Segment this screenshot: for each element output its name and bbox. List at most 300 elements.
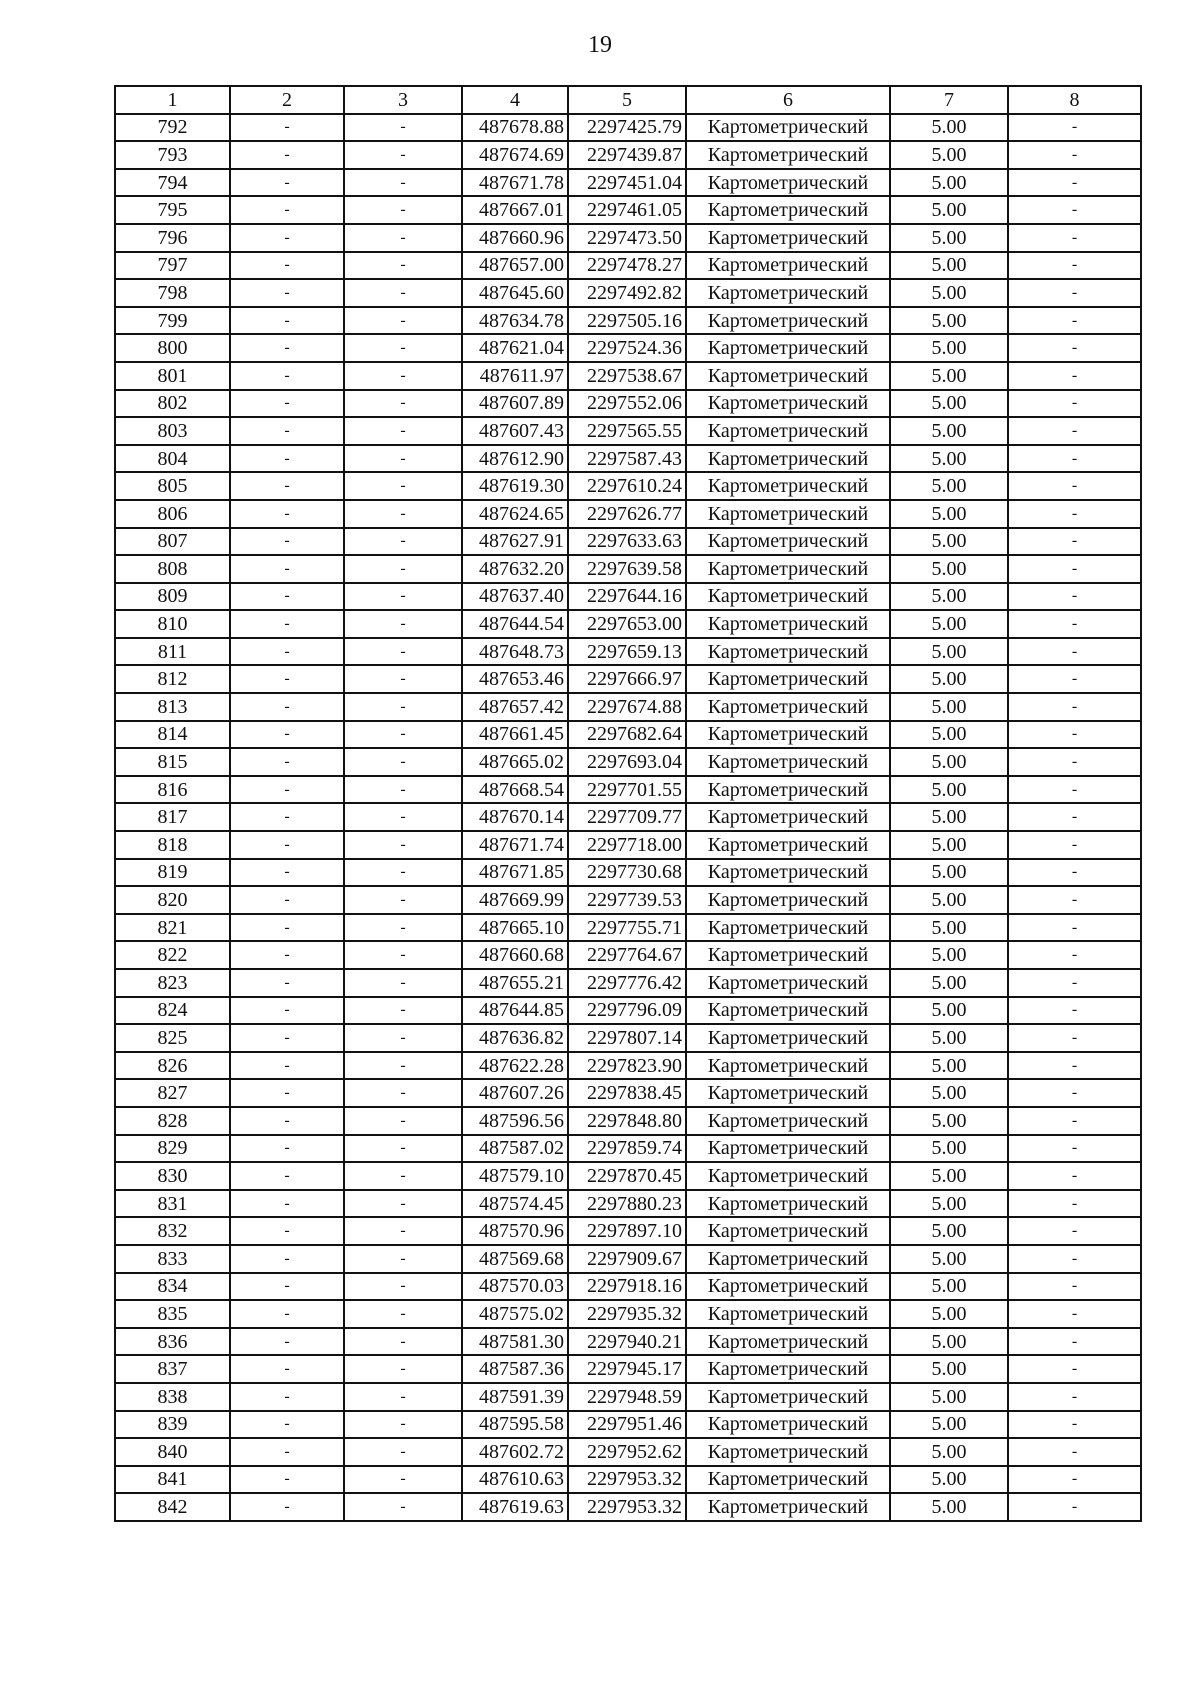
accuracy-cell: 5.00 bbox=[890, 555, 1008, 583]
point-number-cell: 818 bbox=[115, 831, 230, 859]
method-cell: Картометрический bbox=[686, 307, 890, 335]
col2-cell: - bbox=[230, 610, 344, 638]
table-row bbox=[115, 196, 1141, 224]
y-coordinate-cell: 2297674.88 bbox=[568, 693, 686, 721]
col8-cell: - bbox=[1008, 969, 1141, 997]
x-coordinate-cell: 487657.42 bbox=[462, 693, 568, 721]
col8-cell: - bbox=[1008, 445, 1141, 473]
x-coordinate-cell: 487665.10 bbox=[462, 914, 568, 942]
col2-cell: - bbox=[230, 1079, 344, 1107]
x-coordinate-cell: 487653.46 bbox=[462, 665, 568, 693]
point-number-cell: 837 bbox=[115, 1355, 230, 1383]
x-coordinate-cell: 487569.68 bbox=[462, 1245, 568, 1273]
method-cell: Картометрический bbox=[686, 665, 890, 693]
y-coordinate-cell: 2297451.04 bbox=[568, 169, 686, 197]
x-coordinate-cell: 487619.63 bbox=[462, 1493, 568, 1521]
col2-cell: - bbox=[230, 1383, 344, 1411]
col2-cell: - bbox=[230, 252, 344, 280]
x-coordinate-cell: 487570.96 bbox=[462, 1217, 568, 1245]
col2-cell: - bbox=[230, 997, 344, 1025]
y-coordinate-cell: 2297848.80 bbox=[568, 1107, 686, 1135]
table-row bbox=[115, 1052, 1141, 1080]
accuracy-cell: 5.00 bbox=[890, 334, 1008, 362]
table-row bbox=[115, 390, 1141, 418]
y-coordinate-cell: 2297909.67 bbox=[568, 1245, 686, 1273]
table-row bbox=[115, 472, 1141, 500]
method-cell: Картометрический bbox=[686, 831, 890, 859]
accuracy-cell: 5.00 bbox=[890, 914, 1008, 942]
point-number-cell: 842 bbox=[115, 1493, 230, 1521]
col8-cell: - bbox=[1008, 583, 1141, 611]
method-cell: Картометрический bbox=[686, 445, 890, 473]
y-coordinate-cell: 2297626.77 bbox=[568, 500, 686, 528]
table-row bbox=[115, 1493, 1141, 1521]
table-row bbox=[115, 1217, 1141, 1245]
y-coordinate-cell: 2297659.13 bbox=[568, 638, 686, 666]
col3-cell: - bbox=[344, 1300, 462, 1328]
point-number-cell: 838 bbox=[115, 1383, 230, 1411]
accuracy-cell: 5.00 bbox=[890, 1052, 1008, 1080]
table-row bbox=[115, 1328, 1141, 1356]
col3-cell: - bbox=[344, 1024, 462, 1052]
method-cell: Картометрический bbox=[686, 693, 890, 721]
point-number-cell: 825 bbox=[115, 1024, 230, 1052]
accuracy-cell: 5.00 bbox=[890, 196, 1008, 224]
col8-cell: - bbox=[1008, 1328, 1141, 1356]
point-number-cell: 841 bbox=[115, 1466, 230, 1494]
col8-cell: - bbox=[1008, 1355, 1141, 1383]
col2-cell: - bbox=[230, 721, 344, 749]
table-row bbox=[115, 1190, 1141, 1218]
table-row bbox=[115, 997, 1141, 1025]
table-row bbox=[115, 1245, 1141, 1273]
method-cell: Картометрический bbox=[686, 114, 890, 142]
accuracy-cell: 5.00 bbox=[890, 1411, 1008, 1439]
col2-cell: - bbox=[230, 969, 344, 997]
y-coordinate-cell: 2297718.00 bbox=[568, 831, 686, 859]
col3-cell: - bbox=[344, 803, 462, 831]
col3-cell: - bbox=[344, 1273, 462, 1301]
accuracy-cell: 5.00 bbox=[890, 1328, 1008, 1356]
point-number-cell: 830 bbox=[115, 1162, 230, 1190]
accuracy-cell: 5.00 bbox=[890, 941, 1008, 969]
col8-cell: - bbox=[1008, 721, 1141, 749]
y-coordinate-cell: 2297693.04 bbox=[568, 748, 686, 776]
col8-cell: - bbox=[1008, 914, 1141, 942]
table-row bbox=[115, 859, 1141, 887]
x-coordinate-cell: 487669.99 bbox=[462, 886, 568, 914]
x-coordinate-cell: 487619.30 bbox=[462, 472, 568, 500]
col8-cell: - bbox=[1008, 1300, 1141, 1328]
x-coordinate-cell: 487674.69 bbox=[462, 141, 568, 169]
method-cell: Картометрический bbox=[686, 390, 890, 418]
col3-cell: - bbox=[344, 1052, 462, 1080]
accuracy-cell: 5.00 bbox=[890, 1355, 1008, 1383]
method-cell: Картометрический bbox=[686, 1466, 890, 1494]
col3-cell: - bbox=[344, 638, 462, 666]
col8-cell: - bbox=[1008, 472, 1141, 500]
y-coordinate-cell: 2297776.42 bbox=[568, 969, 686, 997]
col8-cell: - bbox=[1008, 941, 1141, 969]
accuracy-cell: 5.00 bbox=[890, 610, 1008, 638]
method-cell: Картометрический bbox=[686, 1438, 890, 1466]
accuracy-cell: 5.00 bbox=[890, 169, 1008, 197]
x-coordinate-cell: 487661.45 bbox=[462, 721, 568, 749]
y-coordinate-cell: 2297880.23 bbox=[568, 1190, 686, 1218]
col8-cell: - bbox=[1008, 224, 1141, 252]
col3-cell: - bbox=[344, 390, 462, 418]
col3-cell: - bbox=[344, 1493, 462, 1521]
point-number-cell: 840 bbox=[115, 1438, 230, 1466]
col2-cell: - bbox=[230, 528, 344, 556]
col2-cell: - bbox=[230, 334, 344, 362]
point-number-cell: 805 bbox=[115, 472, 230, 500]
method-cell: Картометрический bbox=[686, 583, 890, 611]
y-coordinate-cell: 2297439.87 bbox=[568, 141, 686, 169]
col8-cell: - bbox=[1008, 169, 1141, 197]
col8-cell: - bbox=[1008, 141, 1141, 169]
y-coordinate-cell: 2297552.06 bbox=[568, 390, 686, 418]
col2-cell: - bbox=[230, 555, 344, 583]
x-coordinate-cell: 487678.88 bbox=[462, 114, 568, 142]
x-coordinate-cell: 487574.45 bbox=[462, 1190, 568, 1218]
col3-cell: - bbox=[344, 528, 462, 556]
accuracy-cell: 5.00 bbox=[890, 252, 1008, 280]
col8-cell: - bbox=[1008, 638, 1141, 666]
y-coordinate-cell: 2297948.59 bbox=[568, 1383, 686, 1411]
col2-cell: - bbox=[230, 1493, 344, 1521]
col2-cell: - bbox=[230, 693, 344, 721]
col8-cell: - bbox=[1008, 334, 1141, 362]
method-cell: Картометрический bbox=[686, 997, 890, 1025]
col2-cell: - bbox=[230, 362, 344, 390]
table-row bbox=[115, 941, 1141, 969]
col8-cell: - bbox=[1008, 1466, 1141, 1494]
page-number: 19 bbox=[588, 32, 612, 58]
method-cell: Картометрический bbox=[686, 859, 890, 887]
y-coordinate-cell: 2297524.36 bbox=[568, 334, 686, 362]
x-coordinate-cell: 487612.90 bbox=[462, 445, 568, 473]
col3-cell: - bbox=[344, 831, 462, 859]
point-number-cell: 810 bbox=[115, 610, 230, 638]
col8-cell: - bbox=[1008, 748, 1141, 776]
col3-cell: - bbox=[344, 445, 462, 473]
x-coordinate-cell: 487621.04 bbox=[462, 334, 568, 362]
x-coordinate-cell: 487671.85 bbox=[462, 859, 568, 887]
point-number-cell: 804 bbox=[115, 445, 230, 473]
col2-cell: - bbox=[230, 1245, 344, 1273]
y-coordinate-cell: 2297807.14 bbox=[568, 1024, 686, 1052]
col8-cell: - bbox=[1008, 528, 1141, 556]
x-coordinate-cell: 487581.30 bbox=[462, 1328, 568, 1356]
col8-cell: - bbox=[1008, 831, 1141, 859]
x-coordinate-cell: 487575.02 bbox=[462, 1300, 568, 1328]
col2-cell: - bbox=[230, 307, 344, 335]
y-coordinate-cell: 2297859.74 bbox=[568, 1135, 686, 1163]
point-number-cell: 809 bbox=[115, 583, 230, 611]
point-number-cell: 797 bbox=[115, 252, 230, 280]
x-coordinate-cell: 487644.85 bbox=[462, 997, 568, 1025]
table-row bbox=[115, 638, 1141, 666]
col2-cell: - bbox=[230, 1217, 344, 1245]
col3-cell: - bbox=[344, 941, 462, 969]
table-row bbox=[115, 500, 1141, 528]
accuracy-cell: 5.00 bbox=[890, 831, 1008, 859]
accuracy-cell: 5.00 bbox=[890, 693, 1008, 721]
table-row bbox=[115, 721, 1141, 749]
col2-cell: - bbox=[230, 472, 344, 500]
y-coordinate-cell: 2297653.00 bbox=[568, 610, 686, 638]
point-number-cell: 803 bbox=[115, 417, 230, 445]
table-row bbox=[115, 114, 1141, 142]
col3-cell: - bbox=[344, 141, 462, 169]
method-cell: Картометрический bbox=[686, 1355, 890, 1383]
y-coordinate-cell: 2297953.32 bbox=[568, 1493, 686, 1521]
x-coordinate-cell: 487610.63 bbox=[462, 1466, 568, 1494]
table-row bbox=[115, 362, 1141, 390]
y-coordinate-cell: 2297838.45 bbox=[568, 1079, 686, 1107]
accuracy-cell: 5.00 bbox=[890, 1273, 1008, 1301]
col3-cell: - bbox=[344, 693, 462, 721]
point-number-cell: 807 bbox=[115, 528, 230, 556]
point-number-cell: 808 bbox=[115, 555, 230, 583]
col2-cell: - bbox=[230, 1355, 344, 1383]
y-coordinate-cell: 2297587.43 bbox=[568, 445, 686, 473]
method-cell: Картометрический bbox=[686, 1411, 890, 1439]
accuracy-cell: 5.00 bbox=[890, 390, 1008, 418]
method-cell: Картометрический bbox=[686, 1245, 890, 1273]
col2-cell: - bbox=[230, 1107, 344, 1135]
accuracy-cell: 5.00 bbox=[890, 417, 1008, 445]
col2-cell: - bbox=[230, 1438, 344, 1466]
col8-cell: - bbox=[1008, 803, 1141, 831]
point-number-cell: 794 bbox=[115, 169, 230, 197]
col8-cell: - bbox=[1008, 1079, 1141, 1107]
accuracy-cell: 5.00 bbox=[890, 776, 1008, 804]
accuracy-cell: 5.00 bbox=[890, 748, 1008, 776]
col2-cell: - bbox=[230, 638, 344, 666]
col2-cell: - bbox=[230, 196, 344, 224]
accuracy-cell: 5.00 bbox=[890, 665, 1008, 693]
accuracy-cell: 5.00 bbox=[890, 307, 1008, 335]
col8-cell: - bbox=[1008, 1383, 1141, 1411]
x-coordinate-cell: 487570.03 bbox=[462, 1273, 568, 1301]
col3-cell: - bbox=[344, 914, 462, 942]
col3-cell: - bbox=[344, 1383, 462, 1411]
table-row bbox=[115, 1411, 1141, 1439]
table-row bbox=[115, 969, 1141, 997]
point-number-cell: 795 bbox=[115, 196, 230, 224]
y-coordinate-cell: 2297945.17 bbox=[568, 1355, 686, 1383]
col8-cell: - bbox=[1008, 500, 1141, 528]
point-number-cell: 800 bbox=[115, 334, 230, 362]
point-number-cell: 832 bbox=[115, 1217, 230, 1245]
y-coordinate-cell: 2297682.64 bbox=[568, 721, 686, 749]
accuracy-cell: 5.00 bbox=[890, 1383, 1008, 1411]
method-cell: Картометрический bbox=[686, 141, 890, 169]
x-coordinate-cell: 487670.14 bbox=[462, 803, 568, 831]
point-number-cell: 821 bbox=[115, 914, 230, 942]
accuracy-cell: 5.00 bbox=[890, 1162, 1008, 1190]
table-row bbox=[115, 583, 1141, 611]
col8-cell: - bbox=[1008, 886, 1141, 914]
accuracy-cell: 5.00 bbox=[890, 1245, 1008, 1273]
point-number-cell: 835 bbox=[115, 1300, 230, 1328]
accuracy-cell: 5.00 bbox=[890, 114, 1008, 142]
point-number-cell: 793 bbox=[115, 141, 230, 169]
col2-cell: - bbox=[230, 1411, 344, 1439]
col2-cell: - bbox=[230, 1024, 344, 1052]
col8-cell: - bbox=[1008, 1024, 1141, 1052]
y-coordinate-cell: 2297492.82 bbox=[568, 279, 686, 307]
x-coordinate-cell: 487579.10 bbox=[462, 1162, 568, 1190]
table-row bbox=[115, 252, 1141, 280]
y-coordinate-cell: 2297953.32 bbox=[568, 1466, 686, 1494]
accuracy-cell: 5.00 bbox=[890, 859, 1008, 887]
method-cell: Картометрический bbox=[686, 638, 890, 666]
column-header: 3 bbox=[344, 86, 462, 114]
y-coordinate-cell: 2297425.79 bbox=[568, 114, 686, 142]
method-cell: Картометрический bbox=[686, 721, 890, 749]
table-row bbox=[115, 1107, 1141, 1135]
table-row bbox=[115, 169, 1141, 197]
col3-cell: - bbox=[344, 1079, 462, 1107]
y-coordinate-cell: 2297764.67 bbox=[568, 941, 686, 969]
col3-cell: - bbox=[344, 500, 462, 528]
x-coordinate-cell: 487655.21 bbox=[462, 969, 568, 997]
table-row bbox=[115, 886, 1141, 914]
x-coordinate-cell: 487602.72 bbox=[462, 1438, 568, 1466]
col8-cell: - bbox=[1008, 776, 1141, 804]
accuracy-cell: 5.00 bbox=[890, 224, 1008, 252]
col8-cell: - bbox=[1008, 997, 1141, 1025]
table-row bbox=[115, 334, 1141, 362]
table-row bbox=[115, 1273, 1141, 1301]
col2-cell: - bbox=[230, 1300, 344, 1328]
col8-cell: - bbox=[1008, 1245, 1141, 1273]
col3-cell: - bbox=[344, 997, 462, 1025]
method-cell: Картометрический bbox=[686, 610, 890, 638]
method-cell: Картометрический bbox=[686, 803, 890, 831]
point-number-cell: 817 bbox=[115, 803, 230, 831]
accuracy-cell: 5.00 bbox=[890, 500, 1008, 528]
method-cell: Картометрический bbox=[686, 1273, 890, 1301]
col8-cell: - bbox=[1008, 1190, 1141, 1218]
method-cell: Картометрический bbox=[686, 886, 890, 914]
table-body bbox=[115, 114, 1141, 1521]
table-row bbox=[115, 1162, 1141, 1190]
method-cell: Картометрический bbox=[686, 1383, 890, 1411]
accuracy-cell: 5.00 bbox=[890, 1079, 1008, 1107]
method-cell: Картометрический bbox=[686, 748, 890, 776]
table-row bbox=[115, 748, 1141, 776]
point-number-cell: 824 bbox=[115, 997, 230, 1025]
column-header: 6 bbox=[686, 86, 890, 114]
col2-cell: - bbox=[230, 776, 344, 804]
table-row bbox=[115, 1438, 1141, 1466]
point-number-cell: 826 bbox=[115, 1052, 230, 1080]
col3-cell: - bbox=[344, 1190, 462, 1218]
x-coordinate-cell: 487634.78 bbox=[462, 307, 568, 335]
col2-cell: - bbox=[230, 279, 344, 307]
accuracy-cell: 5.00 bbox=[890, 721, 1008, 749]
table-row bbox=[115, 831, 1141, 859]
table-row bbox=[115, 610, 1141, 638]
table-row bbox=[115, 1355, 1141, 1383]
column-header: 5 bbox=[568, 86, 686, 114]
x-coordinate-cell: 487607.43 bbox=[462, 417, 568, 445]
x-coordinate-cell: 487671.78 bbox=[462, 169, 568, 197]
method-cell: Картометрический bbox=[686, 914, 890, 942]
col3-cell: - bbox=[344, 224, 462, 252]
col2-cell: - bbox=[230, 500, 344, 528]
accuracy-cell: 5.00 bbox=[890, 445, 1008, 473]
accuracy-cell: 5.00 bbox=[890, 1217, 1008, 1245]
x-coordinate-cell: 487660.96 bbox=[462, 224, 568, 252]
table-row bbox=[115, 555, 1141, 583]
point-number-cell: 836 bbox=[115, 1328, 230, 1356]
accuracy-cell: 5.00 bbox=[890, 472, 1008, 500]
method-cell: Картометрический bbox=[686, 1024, 890, 1052]
accuracy-cell: 5.00 bbox=[890, 638, 1008, 666]
accuracy-cell: 5.00 bbox=[890, 1466, 1008, 1494]
accuracy-cell: 5.00 bbox=[890, 1493, 1008, 1521]
table-row bbox=[115, 224, 1141, 252]
col3-cell: - bbox=[344, 665, 462, 693]
col2-cell: - bbox=[230, 748, 344, 776]
col8-cell: - bbox=[1008, 555, 1141, 583]
table-row bbox=[115, 914, 1141, 942]
x-coordinate-cell: 487622.28 bbox=[462, 1052, 568, 1080]
col2-cell: - bbox=[230, 886, 344, 914]
col8-cell: - bbox=[1008, 1162, 1141, 1190]
col3-cell: - bbox=[344, 334, 462, 362]
column-header: 8 bbox=[1008, 86, 1141, 114]
col2-cell: - bbox=[230, 859, 344, 887]
method-cell: Картометрический bbox=[686, 1162, 890, 1190]
method-cell: Картометрический bbox=[686, 941, 890, 969]
col3-cell: - bbox=[344, 114, 462, 142]
method-cell: Картометрический bbox=[686, 362, 890, 390]
col8-cell: - bbox=[1008, 1052, 1141, 1080]
point-number-cell: 828 bbox=[115, 1107, 230, 1135]
method-cell: Картометрический bbox=[686, 1328, 890, 1356]
col2-cell: - bbox=[230, 1328, 344, 1356]
method-cell: Картометрический bbox=[686, 555, 890, 583]
accuracy-cell: 5.00 bbox=[890, 803, 1008, 831]
x-coordinate-cell: 487607.89 bbox=[462, 390, 568, 418]
col8-cell: - bbox=[1008, 279, 1141, 307]
col2-cell: - bbox=[230, 1190, 344, 1218]
x-coordinate-cell: 487587.02 bbox=[462, 1135, 568, 1163]
method-cell: Картометрический bbox=[686, 472, 890, 500]
point-number-cell: 823 bbox=[115, 969, 230, 997]
x-coordinate-cell: 487636.82 bbox=[462, 1024, 568, 1052]
col8-cell: - bbox=[1008, 252, 1141, 280]
y-coordinate-cell: 2297739.53 bbox=[568, 886, 686, 914]
col2-cell: - bbox=[230, 941, 344, 969]
y-coordinate-cell: 2297870.45 bbox=[568, 1162, 686, 1190]
accuracy-cell: 5.00 bbox=[890, 1438, 1008, 1466]
col8-cell: - bbox=[1008, 390, 1141, 418]
col2-cell: - bbox=[230, 390, 344, 418]
col8-cell: - bbox=[1008, 1493, 1141, 1521]
y-coordinate-cell: 2297478.27 bbox=[568, 252, 686, 280]
table-row bbox=[115, 1383, 1141, 1411]
column-header: 4 bbox=[462, 86, 568, 114]
col2-cell: - bbox=[230, 445, 344, 473]
y-coordinate-cell: 2297701.55 bbox=[568, 776, 686, 804]
